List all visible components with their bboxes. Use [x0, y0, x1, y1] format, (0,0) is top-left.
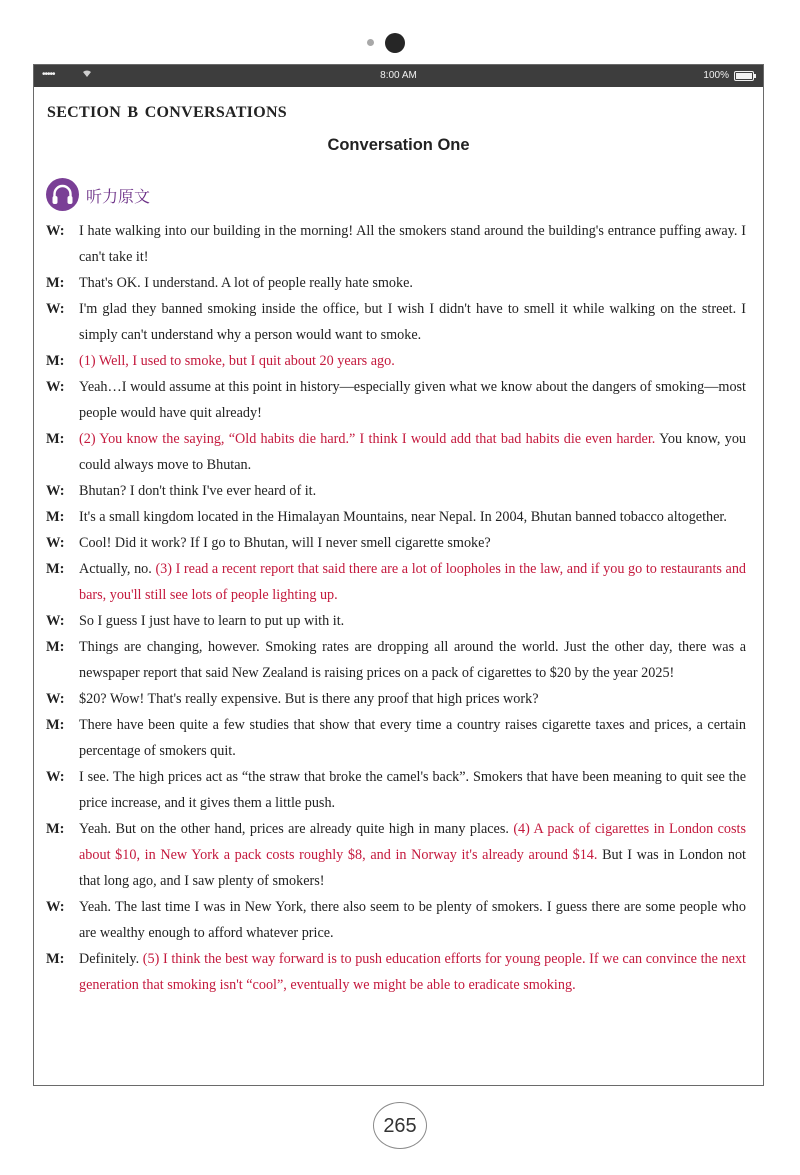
- line-text-after: But I was in London not that long ago, and I saw plenty of smokers!: [79, 847, 746, 889]
- dialogue-line: [46, 348, 746, 374]
- line-text: $20? Wow! That's really expensive. But is there any proof that high prices work?: [79, 691, 539, 707]
- speaker-label: W:: [46, 379, 65, 395]
- line-text: Bhutan? I don't think I've ever heard of it.: [79, 483, 317, 499]
- dialogue-line: [46, 426, 746, 478]
- page-number: 265: [373, 1102, 427, 1149]
- listening-script-label: 听力原文: [86, 187, 151, 206]
- sensor-dot: [367, 39, 374, 46]
- section-title: SECTION B CONVERSATIONS: [47, 104, 287, 121]
- speaker-label: M:: [46, 509, 65, 525]
- speaker-label: W:: [46, 613, 65, 629]
- line-text: There have been quite a few studies that show that every time a country raises cigarette taxes and prices, a certain percentage of smokers quit.: [79, 717, 746, 759]
- dialogue-line: [46, 296, 746, 348]
- tablet-camera: [363, 33, 413, 53]
- dialogue-line: [46, 894, 746, 946]
- speaker-label: W:: [46, 535, 65, 551]
- dialogue-line: [46, 530, 746, 556]
- dialogue-line: [46, 946, 746, 998]
- speaker-label: W:: [46, 691, 65, 707]
- line-text: Actually, no.: [79, 561, 156, 577]
- line-text: It's a small kingdom located in the Himalayan Mountains, near Nepal. In 2004, Bhutan banned tobacco altogether.: [79, 509, 727, 525]
- tablet-screen: [33, 64, 764, 1086]
- speaker-label: W:: [46, 483, 65, 499]
- dialogue-line: [46, 504, 746, 530]
- headphones-icon: [46, 178, 79, 211]
- line-text: I'm glad they banned smoking inside the office, but I wish I didn't have to smell it while walking on the street. I simply can't understand why a person would want to smoke.: [79, 301, 746, 343]
- answer-highlight: (2) You know the saying, “Old habits die hard.” I think I would add that bad habits die even harder.: [79, 431, 656, 447]
- signal-indicator: •••••: [42, 69, 55, 80]
- speaker-label: W:: [46, 899, 65, 915]
- speaker-label: M:: [46, 275, 65, 291]
- dialogue-transcript: [46, 218, 746, 998]
- line-text: Cool! Did it work? If I go to Bhutan, will I never smell cigarette smoke?: [79, 535, 491, 551]
- line-text: Yeah…I would assume at this point in history—especially given what we know about the dangers of smoking—most people would have quit already!: [79, 379, 746, 421]
- dialogue-line: [46, 218, 746, 270]
- line-text: Definitely.: [79, 951, 143, 967]
- dialogue-line: [46, 608, 746, 634]
- speaker-label: M:: [46, 951, 65, 967]
- speaker-label: W:: [46, 769, 65, 785]
- answer-highlight: (1) Well, I used to smoke, but I quit about 20 years ago.: [79, 353, 395, 369]
- answer-highlight: (3) I read a recent report that said there are a lot of loopholes in the law, and if you go to restaurants and bars, you'll still see lots of people lighting up.: [79, 561, 747, 603]
- line-text: Things are changing, however. Smoking rates are dropping all around the world. Just the other day, there was a newspaper report that said New Zealand is raising prices on a pack of cigarettes to $20 by the year 2025!: [79, 639, 746, 681]
- speaker-label: M:: [46, 717, 65, 733]
- speaker-label: W:: [46, 223, 65, 239]
- dialogue-line: [46, 374, 746, 426]
- answer-highlight: (4) A pack of cigarettes in London costs about $10, in New York a pack costs roughly $8, and in Norway it's already around $14.: [79, 821, 746, 863]
- battery-icon: [734, 71, 754, 81]
- line-text: So I guess I just have to learn to put up with it.: [79, 613, 345, 629]
- speaker-label: M:: [46, 821, 65, 837]
- speaker-label: W:: [46, 301, 65, 317]
- dialogue-line: [46, 270, 746, 296]
- line-text: I see. The high prices act as “the straw that broke the camel's back”. Smokers that have been meaning to quit see the price increase, and it gives them a little push.: [79, 769, 746, 811]
- dialogue-line: [46, 634, 746, 686]
- dialogue-line: [46, 712, 746, 764]
- line-text: I hate walking into our building in the morning! All the smokers stand around the building's entrance puffing away. I can't take it!: [79, 223, 746, 265]
- battery-percent: 100%: [703, 70, 729, 81]
- answer-highlight: (5) I think the best way forward is to push education efforts for young people. If we can convince the next generation that smoking isn't “cool”, eventually we might be able to eradicate smoking.: [79, 951, 746, 993]
- line-text-after: You know, you could always move to Bhutan.: [79, 431, 747, 473]
- line-text: That's OK. I understand. A lot of people really hate smoke.: [79, 275, 413, 291]
- speaker-label: M:: [46, 639, 65, 655]
- conversation-title: Conversation One: [327, 136, 470, 154]
- line-text: Yeah. But on the other hand, prices are already quite high in many places.: [79, 821, 514, 837]
- status-bar: [34, 65, 763, 87]
- speaker-label: M:: [46, 561, 65, 577]
- dialogue-line: [46, 686, 746, 712]
- dialogue-line: [46, 816, 746, 894]
- status-time: 8:00 AM: [380, 70, 417, 81]
- line-text: Yeah. The last time I was in New York, there also seem to be plenty of smokers. I guess there are some people who are wealthy enough to afford whatever price.: [79, 899, 746, 941]
- dialogue-line: [46, 556, 746, 608]
- dialogue-line: [46, 478, 746, 504]
- speaker-label: M:: [46, 431, 65, 447]
- camera-lens: [385, 33, 405, 53]
- dialogue-line: [46, 764, 746, 816]
- speaker-label: M:: [46, 353, 65, 369]
